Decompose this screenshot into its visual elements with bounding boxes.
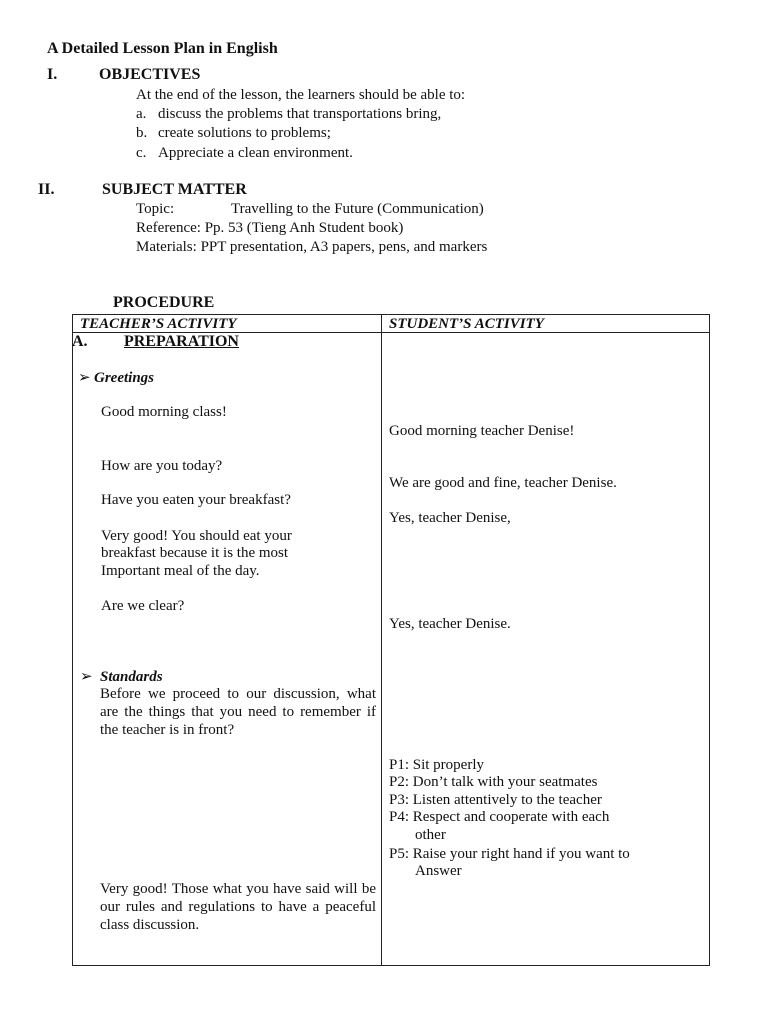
- teacher-very-good-line-1: Very good! You should eat your: [101, 528, 292, 544]
- teacher-very-good-line-3: Important meal of the day.: [101, 563, 260, 579]
- procedure-heading: PROCEDURE: [113, 294, 215, 311]
- topic-label: Topic:: [136, 201, 175, 217]
- objective-marker-b: b.: [136, 125, 148, 141]
- objective-item-a: discuss the problems that transportations bring,: [158, 106, 442, 122]
- objectives-numeral: I.: [47, 66, 58, 83]
- teacher-are-we-clear: Are we clear?: [101, 598, 185, 614]
- subject-matter-numeral: II.: [38, 181, 55, 198]
- reference-line: Reference: Pp. 53 (Tieng Anh Student book): [136, 220, 404, 236]
- rule-p4: P4: Respect and cooperate with each: [389, 809, 610, 825]
- rule-p3: P3: Listen attentively to the teacher: [389, 792, 602, 808]
- teacher-standards-question: Before we proceed to our discussion, what are the things that you need to remember if the teacher is in front?: [100, 686, 376, 738]
- rule-p5-continued: Answer: [415, 863, 462, 879]
- rule-p1: P1: Sit properly: [389, 757, 485, 773]
- rule-p5: P5: Raise your right hand if you want to: [389, 846, 630, 862]
- student-reply-yes-2: Yes, teacher Denise.: [389, 616, 511, 632]
- rule-p4-continued: other: [415, 827, 446, 843]
- teacher-good-morning: Good morning class!: [101, 404, 227, 420]
- teacher-rules-statement: Very good! Those what you have said will be our rules and regulations to have a peaceful class discussion.: [100, 881, 376, 933]
- objective-marker-a: a.: [136, 106, 147, 122]
- student-reply-morning: Good morning teacher Denise!: [389, 423, 575, 439]
- objectives-heading: OBJECTIVES: [99, 66, 201, 83]
- objective-item-c: Appreciate a clean environment.: [158, 145, 353, 161]
- teacher-very-good-line-2: breakfast because it is the most: [101, 545, 289, 561]
- section-a-marker: A.: [72, 333, 88, 350]
- teacher-activity-header: TEACHER’S ACTIVITY: [80, 316, 237, 332]
- section-a-title: PREPARATION: [124, 333, 239, 350]
- standards-label: Standards: [100, 669, 163, 685]
- objective-item-b: create solutions to problems;: [158, 125, 331, 141]
- greetings-label: Greetings: [94, 370, 154, 386]
- teacher-how-are-you: How are you today?: [101, 458, 223, 474]
- objective-marker-c: c.: [136, 145, 147, 161]
- materials-line: Materials: PPT presentation, A3 papers, pens, and markers: [136, 239, 488, 255]
- objectives-intro: At the end of the lesson, the learners should be able to:: [136, 87, 466, 103]
- arrow-bullet-icon: ➢: [80, 669, 93, 685]
- rule-p2: P2: Don’t talk with your seatmates: [389, 774, 598, 790]
- student-reply-yes-1: Yes, teacher Denise,: [389, 510, 511, 526]
- teacher-breakfast-question: Have you eaten your breakfast?: [101, 492, 291, 508]
- table-column-divider: [381, 314, 382, 966]
- student-activity-header: STUDENT’S ACTIVITY: [389, 316, 544, 332]
- page-title: A Detailed Lesson Plan in English: [47, 40, 278, 57]
- student-reply-fine: We are good and fine, teacher Denise.: [389, 475, 617, 491]
- topic-value: Travelling to the Future (Communication): [231, 201, 484, 217]
- subject-matter-heading: SUBJECT MATTER: [102, 181, 247, 198]
- arrow-bullet-icon: ➢: [78, 370, 91, 386]
